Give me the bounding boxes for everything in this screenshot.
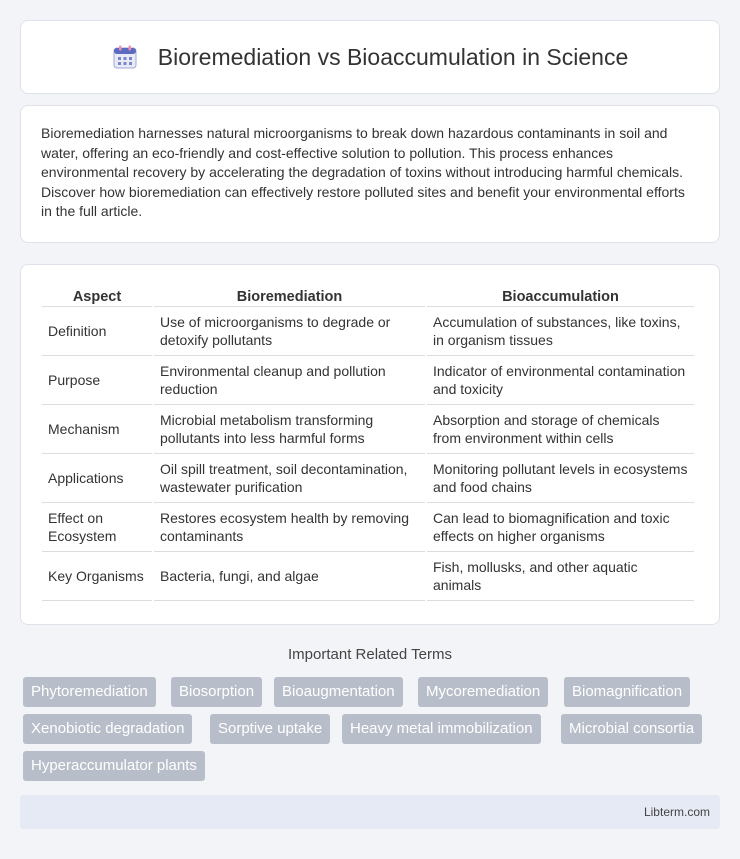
table-row [42, 552, 694, 601]
cell-bioremediation: Bacteria, fungi, and algae [154, 552, 425, 601]
cell-aspect: Effect on Ecosystem [42, 503, 152, 552]
header-aspect: Aspect [42, 285, 152, 307]
cell-bioaccumulation: Indicator of environmental contamination and toxicity [427, 356, 694, 405]
cell-bioaccumulation: Monitoring pollutant levels in ecosystems and food chains [427, 454, 694, 503]
table-row [42, 454, 694, 503]
page-title: Bioremediation vs Bioaccumulation in Science [157, 43, 629, 70]
cell-bioremediation: Oil spill treatment, soil decontamination, wastewater purification [154, 454, 425, 503]
table-row [42, 503, 694, 552]
table-row [42, 356, 694, 405]
tag-xenobiotic-degradation[interactable]: Xenobiotic degradation [23, 714, 192, 744]
cell-bioaccumulation: Can lead to biomagnification and toxic effects on higher organisms [427, 503, 694, 552]
header-bioremediation: Bioremediation [154, 285, 425, 307]
related-terms-title: Important Related Terms [288, 646, 452, 663]
cell-bioaccumulation: Accumulation of substances, like toxins, in organism tissues [427, 307, 694, 356]
table-row [42, 307, 694, 356]
tag-biosorption[interactable]: Biosorption [171, 677, 262, 707]
tag-microbial-consortia[interactable]: Microbial consortia [561, 714, 702, 744]
cell-aspect: Purpose [42, 356, 152, 405]
tag-bioaugmentation[interactable]: Bioaugmentation [274, 677, 403, 707]
cell-bioremediation: Use of microorganisms to degrade or detoxify pollutants [154, 307, 425, 356]
cell-bioremediation: Environmental cleanup and pollution reduction [154, 356, 425, 405]
cell-bioremediation: Restores ecosystem health by removing contaminants [154, 503, 425, 552]
cell-aspect: Applications [42, 454, 152, 503]
tag-mycoremediation[interactable]: Mycoremediation [418, 677, 548, 707]
comparison-table-card [20, 264, 720, 625]
title-card [20, 20, 720, 94]
intro-text: Bioremediation harnesses natural microorganisms to break down hazardous contaminants in soil and water, offering an eco-friendly and cost-effective solution to pollution. This process enhances environmental recovery by accelerating the degradation of toxins without introducing harmful chemicals. Discover how bioremediation can effectively restore polluted sites and benefit your environmental efforts in the full article. [41, 125, 685, 219]
comparison-table [40, 285, 696, 601]
tag-biomagnification[interactable]: Biomagnification [564, 677, 690, 707]
cell-aspect: Key Organisms [42, 552, 152, 601]
intro-card [20, 105, 720, 243]
tag-sorptive-uptake[interactable]: Sorptive uptake [210, 714, 330, 744]
header-bioaccumulation: Bioaccumulation [427, 285, 694, 307]
tag-hyperaccumulator-plants[interactable]: Hyperaccumulator plants [23, 751, 205, 781]
table-row [42, 405, 694, 454]
table-header-row [42, 285, 694, 307]
cell-aspect: Definition [42, 307, 152, 356]
tag-phytoremediation[interactable]: Phytoremediation [23, 677, 156, 707]
cell-aspect: Mechanism [42, 405, 152, 454]
tag-heavy-metal-immobilization[interactable]: Heavy metal immobilization [342, 714, 541, 744]
cell-bioaccumulation: Absorption and storage of chemicals from environment within cells [427, 405, 694, 454]
footer [20, 795, 720, 829]
cell-bioremediation: Microbial metabolism transforming pollutants into less harmful forms [154, 405, 425, 454]
calendar-icon [112, 44, 138, 70]
cell-bioaccumulation: Fish, mollusks, and other aquatic animals [427, 552, 694, 601]
footer-site-link[interactable]: Libterm.com [643, 805, 710, 819]
